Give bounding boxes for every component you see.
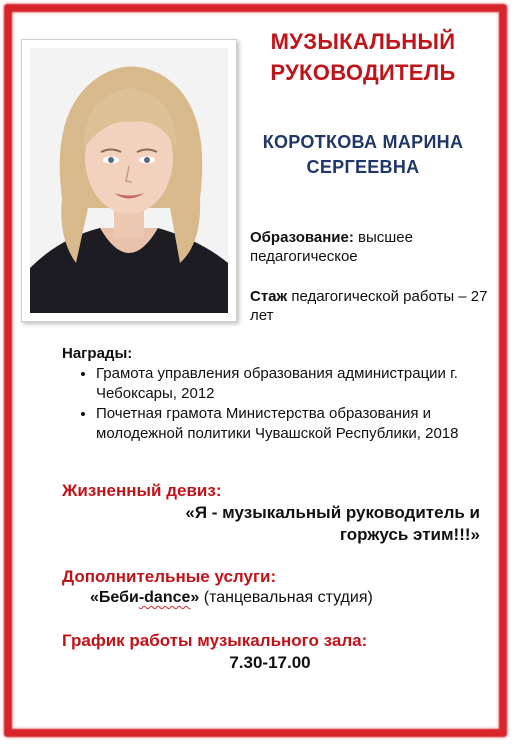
services-heading: Дополнительные услуги:	[62, 567, 277, 586]
service-item	[90, 588, 373, 608]
motto-line2: горжусь этим!!!»	[339, 525, 480, 544]
job-title	[250, 26, 476, 88]
education-value: высшее педагогическое	[250, 229, 413, 265]
service-brand-part1: Беби	[98, 589, 139, 606]
awards-section	[62, 344, 492, 444]
job-title-line1: МУЗЫКАЛЬНЫЙ	[270, 29, 456, 54]
experience-value: педагогической работы – 27 лет	[250, 288, 488, 324]
schedule-heading: График работы музыкального зала:	[62, 631, 368, 650]
award-item: • Грамота управления образования администрации г. Чебоксары, 2012	[96, 364, 492, 404]
person-name	[240, 130, 486, 180]
person-name-line2: СЕРГЕЕВНА	[306, 157, 420, 177]
service-quote-open: «	[90, 589, 99, 606]
awards-heading: Награды:	[62, 345, 133, 362]
portrait-photo-frame	[21, 39, 237, 322]
service-brand-part2: -dance	[138, 589, 191, 606]
education-info	[250, 228, 490, 266]
person-name-line1: КОРОТКОВА МАРИНА	[262, 132, 464, 152]
motto-line1: «Я - музыкальный руководитель и	[185, 503, 480, 522]
award-item: • Почетная грамота Министерства образования и молодежной политики Чувашской Республики, 2018	[96, 404, 492, 444]
service-quote-close: »	[190, 589, 200, 606]
portrait-photo	[30, 48, 228, 313]
education-label: Образование:	[250, 229, 354, 246]
experience-info	[250, 287, 490, 325]
motto-heading: Жизненный девиз:	[62, 481, 222, 500]
service-description: (танцевальная студия)	[199, 589, 373, 606]
experience-label: Стаж	[250, 288, 288, 305]
motto-text	[130, 502, 480, 546]
awards-list	[62, 364, 492, 444]
schedule-hours: 7.30-17.00	[229, 653, 311, 672]
job-title-line2: РУКОВОДИТЕЛЬ	[270, 60, 456, 85]
